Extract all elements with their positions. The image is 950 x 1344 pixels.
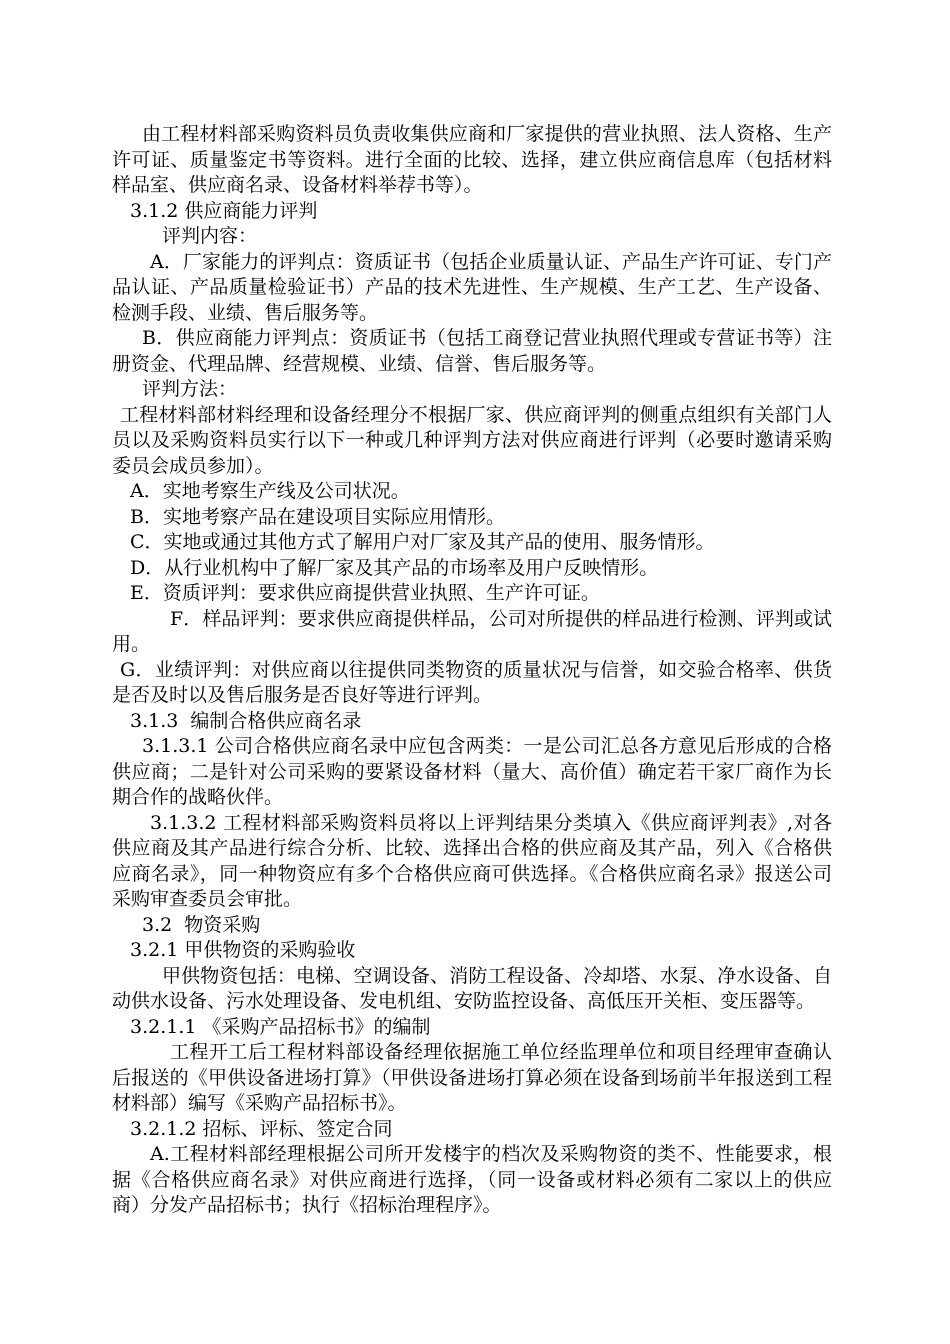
paragraph-tender-document: 工程开工后工程材料部设备经理依据施工单位经监理单位和项目经理审查确认后报送的《甲供设备进场打算》（甲供设备进场打算必须在设备到场前半年报送到工程材料部）编写《采购产品招标书》。 — [112, 1041, 832, 1114]
heading-3-2-1: 3.2.1 甲供物资的采购验收 — [130, 939, 356, 961]
list-item-f: F．样品评判：要求供应商提供样品，公司对所提供的样品进行检测、评判或试用。 — [112, 607, 832, 655]
paragraph-tender-process: A.工程材料部经理根据公司所开发楼宇的档次及采购物资的类不、性能要求，根据《合格供应商名录》对供应商进行选择，（同一设备或材料必须有二家以上的供应商）分发产品招标书；执行《招标治理程序》。 — [112, 1143, 832, 1216]
list-item-e: E．资质评判：要求供应商提供营业执照、生产许可证。 — [130, 582, 600, 604]
heading-3-2-1-2: 3.2.1.2 招标、评标、签定合同 — [130, 1117, 393, 1140]
paragraph-evaluation-method: 工程材料部材料经理和设备经理分不根据厂家、供应商评判的侧重点组织有关部门人员以及采购资料员实行以下一种或几种评判方法对供应商进行评判（必要时邀请采购委员会成员参加）。 — [112, 403, 832, 477]
list-item-a: A．实地考察生产线及公司状况。 — [130, 480, 410, 502]
paragraph-supplied-materials: 甲供物资包括：电梯、空调设备、消防工程设备、冷却塔、水泵、净水设备、自动供水设备、污水处理设备、发电机组、安防监控设备、高低压开关柜、变压器等。 — [112, 964, 832, 1012]
paragraph-3-1-3-1: 3.1.3.1 公司合格供应商名录中应包含两类：一是公司汇总各方意见后形成的合格供应商；二是针对公司采购的要紧设备材料（量大、高价值）确定若干家厂商作为长期合作的战略伙伴。 — [112, 735, 832, 808]
paragraph-supplier-evaluation: B．供应商能力评判点：资质证书（包括工商登记营业执照代理或专营证书等）注册资金、代理品牌、经营规模、业绩、信誉、售后服务等。 — [112, 327, 832, 375]
paragraph-manufacturer-evaluation: A．厂家能力的评判点：资质证书（包括企业质量认证、产品生产许可证、专门产品认证、产品质量检验证书）产品的技术先进性、生产规模、生产工艺、生产设备、检测手段、业绩、售后服务等。 — [112, 250, 832, 324]
paragraph-3-1-3-2: 3.1.3.2 工程材料部采购资料员将以上评判结果分类填入《供应商评判表》,对各供应商及其产品进行综合分析、比较、选择出合格的供应商及其产品，列入《合格供应商名录》，同一种物资应有多个合格供应商可供选择。《合格供应商名录》报送公司采购审查委员会审批。 — [112, 811, 832, 910]
list-item-c: C．实地或通过其他方式了解用户对厂家及其产品的使用、服务情形。 — [130, 531, 715, 553]
label-evaluation-content: 评判内容： — [162, 225, 258, 247]
document-body — [112, 122, 832, 1219]
paragraph-supplier-info: 由工程材料部采购资料员负责收集供应商和厂家提供的营业执照、法人资格、生产许可证、质量鉴定书等资料。进行全面的比较、选择，建立供应商信息库（包括材料样品室、供应商名录、设备材料举荐书等）。 — [112, 123, 832, 196]
label-evaluation-method: 评判方法： — [142, 378, 238, 400]
heading-3-2-1-1: 3.2.1.1 《采购产品招标书》的编制 — [130, 1015, 431, 1038]
list-item-g: G．业绩评判：对供应商以往提供同类物资的质量状况与信誉，如交验合格率、供货是否及时以及售后服务是否良好等进行评判。 — [112, 658, 832, 706]
heading-3-1-3: 3.1.3 编制合格供应商名录 — [130, 709, 362, 732]
heading-3-2: 3.2 物资采购 — [142, 913, 261, 936]
heading-3-1-2: 3.1.2 供应商能力评判 — [130, 199, 318, 222]
list-item-b: B．实地考察产品在建设项目实际应用情形。 — [130, 505, 505, 528]
list-item-d: D．从行业机构中了解厂家及其产品的市场率及用户反映情形。 — [130, 556, 659, 579]
